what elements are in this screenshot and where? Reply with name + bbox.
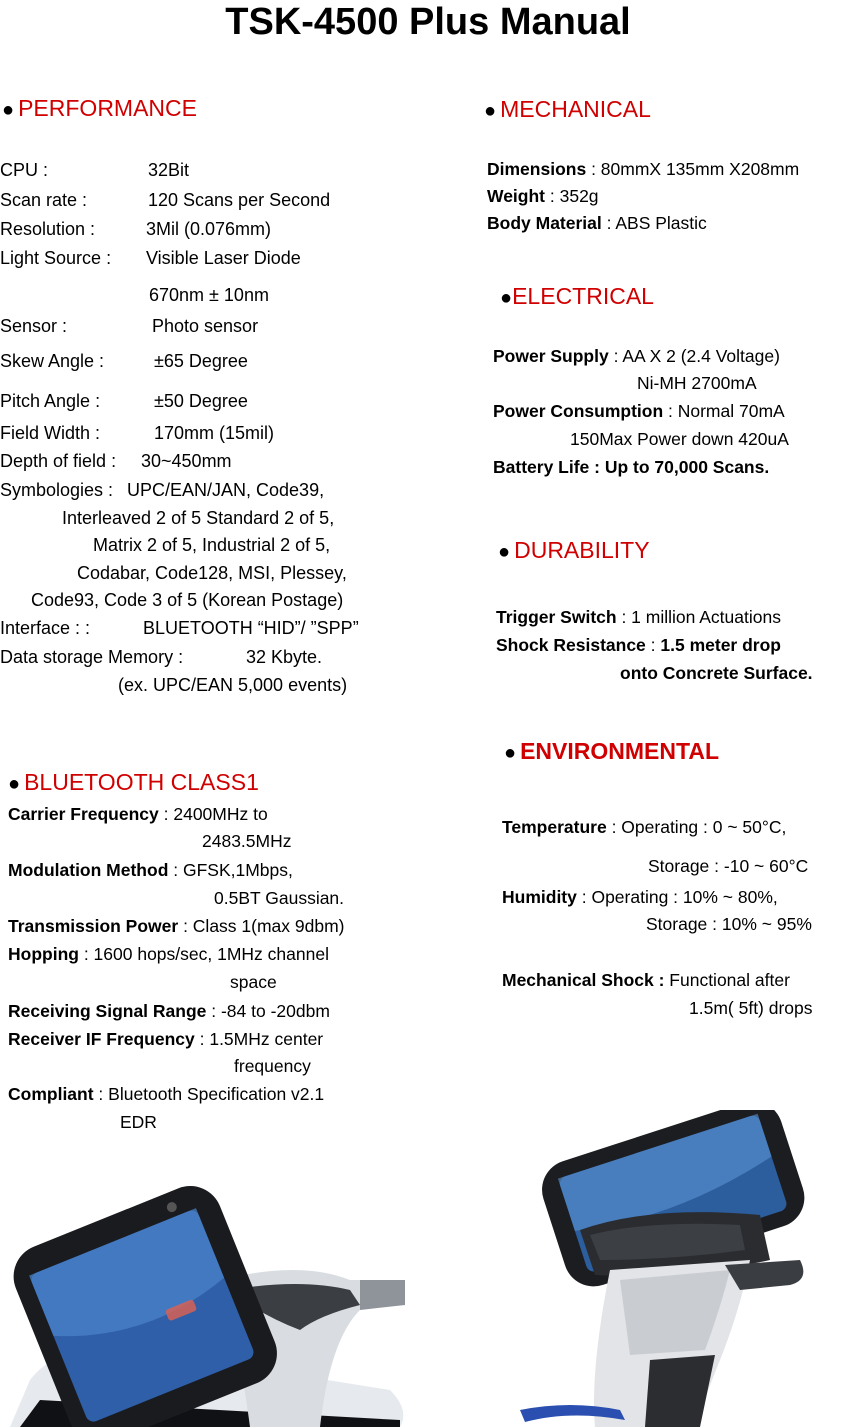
bullet-dot-icon: ● — [498, 541, 511, 563]
hopping-cont: space — [230, 972, 277, 992]
trigger-switch: Trigger Switch : 1 million Actuations — [496, 607, 781, 627]
durability-heading: ● DURABILITY — [498, 537, 650, 563]
dimensions: Dimensions : 80mmX 135mm X208mm — [487, 159, 800, 179]
battery-life: Battery Life : Up to 70,000 Scans. — [493, 457, 770, 477]
shock-resistance: Shock Resistance : 1.5 meter drop — [496, 635, 781, 655]
power-consumption-cont: 150Max Power down 420uA — [570, 429, 789, 449]
mechanical-heading: ● MECHANICAL — [484, 96, 651, 122]
mechanical-shock-cont: 1.5m( 5ft) drops — [689, 998, 813, 1018]
carrier-frequency-cont: 2483.5MHz — [202, 831, 292, 851]
electrical-heading: ●ELECTRICAL — [500, 283, 654, 309]
bullet-dot-icon: ● — [484, 100, 497, 122]
receiver-if-frequency-cont: frequency — [234, 1056, 311, 1076]
receiver-if-frequency: Receiver IF Frequency : 1.5MHz center — [8, 1029, 324, 1049]
shock-resistance-cont: onto Concrete Surface. — [620, 663, 813, 683]
power-consumption: Power Consumption : Normal 70mA — [493, 401, 785, 421]
sensor-label: Sensor : — [0, 316, 68, 336]
symbologies-line-4: Codabar, Code128, MSI, Plessey, — [77, 563, 347, 583]
depth-of-field-label: Depth of field : — [0, 451, 117, 471]
skew-angle-label: Skew Angle : — [0, 351, 105, 371]
pitch-angle-value: ±50 Degree — [154, 391, 248, 411]
data-storage-value: 32 Kbyte. — [246, 647, 323, 667]
power-supply-cont: Ni-MH 2700mA — [637, 373, 757, 393]
power-supply: Power Supply : AA X 2 (2.4 Voltage) — [493, 346, 780, 366]
mechanical-shock: Mechanical Shock : Functional after — [502, 970, 790, 990]
data-storage-label: Data storage Memory : — [0, 647, 184, 667]
receiving-signal-range: Receiving Signal Range : -84 to -20dbm — [8, 1001, 330, 1021]
bullet-dot-icon: ● — [500, 287, 513, 309]
resolution-label: Resolution : — [0, 219, 96, 239]
interface-label: Interface : : — [0, 618, 91, 638]
depth-of-field-value: 30~450mm — [141, 451, 232, 471]
compliant-cont: EDR — [120, 1112, 157, 1132]
symbologies-value: UPC/EAN/JAN, Code39, — [127, 480, 325, 500]
light-source-value: Visible Laser Diode — [146, 248, 301, 268]
bullet-dot-icon: ● — [504, 742, 517, 764]
transmission-power: Transmission Power : Class 1(max 9dbm) — [8, 916, 345, 936]
temperature-cont: Storage : -10 ~ 60°C — [648, 856, 809, 876]
symbologies-line-2: Interleaved 2 of 5 Standard 2 of 5, — [62, 508, 335, 528]
performance-heading: ● PERFORMANCE — [2, 95, 197, 121]
bullet-dot-icon: ● — [2, 99, 15, 121]
modulation-method-cont: 0.5BT Gaussian. — [214, 888, 345, 908]
body-material: Body Material : ABS Plastic — [487, 213, 707, 233]
environmental-heading: ● ENVIRONMENTAL — [504, 738, 719, 764]
compliant: Compliant : Bluetooth Specification v2.1 — [8, 1084, 325, 1104]
scanner-cradle-photo — [0, 1140, 420, 1427]
light-source-label: Light Source : — [0, 248, 112, 268]
pitch-angle-label: Pitch Angle : — [0, 391, 101, 411]
temperature: Temperature : Operating : 0 ~ 50°C, — [502, 817, 787, 837]
weight: Weight : 352g — [487, 186, 599, 206]
scan-rate-label: Scan rate : — [0, 190, 88, 210]
carrier-frequency: Carrier Frequency : 2400MHz to — [8, 804, 268, 824]
field-width-label: Field Width : — [0, 423, 101, 443]
symbologies-label: Symbologies : — [0, 480, 114, 500]
resolution-value: 3Mil (0.076mm) — [146, 219, 272, 239]
humidity: Humidity : Operating : 10% ~ 80%, — [502, 887, 778, 907]
cpu-label: CPU : — [0, 160, 49, 180]
symbologies-line-5: Code93, Code 3 of 5 (Korean Postage) — [31, 590, 344, 610]
symbologies-line-3: Matrix 2 of 5, Industrial 2 of 5, — [93, 535, 331, 555]
bullet-dot-icon: ● — [8, 773, 21, 795]
skew-angle-value: ±65 Degree — [154, 351, 248, 371]
humidity-cont: Storage : 10% ~ 95% — [646, 914, 812, 934]
bluetooth-heading: ● BLUETOOTH CLASS1 — [8, 769, 259, 795]
scan-rate-value: 120 Scans per Second — [148, 190, 331, 210]
interface-value: BLUETOOTH “HID”/ ”SPP” — [143, 618, 359, 638]
scanner-handheld-photo — [500, 1110, 840, 1427]
modulation-method: Modulation Method : GFSK,1Mbps, — [8, 860, 293, 880]
cpu-value: 32Bit — [148, 160, 190, 180]
hopping: Hopping : 1600 hops/sec, 1MHz channel — [8, 944, 329, 964]
sensor-value: Photo sensor — [152, 316, 259, 336]
data-storage-note: (ex. UPC/EAN 5,000 events) — [118, 675, 348, 695]
page-title: TSK-4500 Plus Manual — [225, 1, 631, 43]
field-width-value: 170mm (15mil) — [154, 423, 275, 443]
light-source-wavelength: 670nm ± 10nm — [149, 285, 269, 305]
